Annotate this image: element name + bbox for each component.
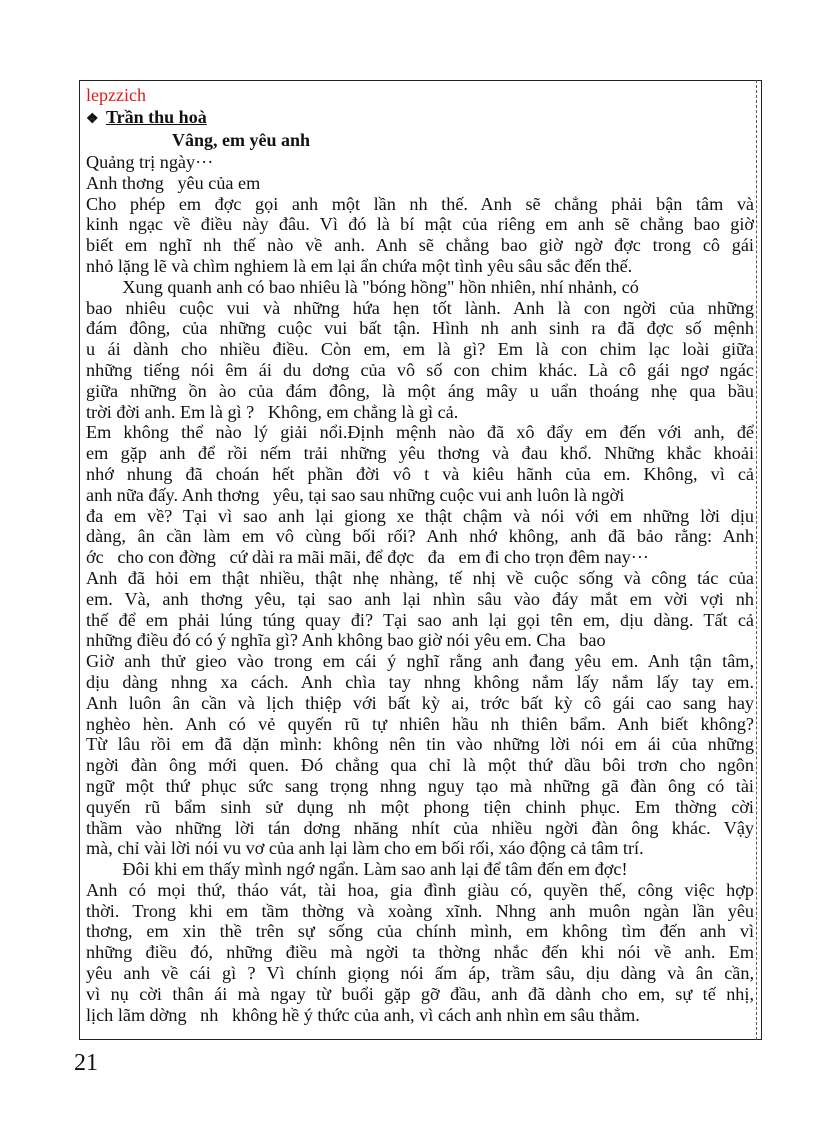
- body-text: [86, 152, 754, 1025]
- text-line: lịch lãm dờng nh không hề ý thức của anh, vì cách anh nhìn em sâu thẳm.: [86, 1004, 640, 1025]
- text-line: Anh có mọi thứ, tháo vát, tài hoa, gia đình giàu có, quyền thế, công việc hợp: [86, 879, 754, 900]
- text-line: đám đông, của những cuộc vui bất tận. Hình nh anh sinh ra đã đợc số mệnh: [86, 318, 754, 339]
- diamond-bullet-icon: ❖: [86, 112, 99, 127]
- text-line: đa em về? Tại vì sao anh lại giong xe thật chậm và nói với em những lời dịu: [86, 505, 754, 526]
- text-line: Quảng trị ngày···: [86, 152, 214, 172]
- text-line: em gặp anh để rồi nếm trải những yêu thơng và đau khổ. Những khắc khoải: [86, 443, 754, 464]
- text-line: kinh ngạc về điều này đâu. Vì đó là bí mật của riêng em anh sẽ chẳng bao giờ: [86, 214, 754, 235]
- text-line: quyến rũ bẩm sinh sử dụng nh một phong tiện chinh phục. Em thờng cời: [86, 796, 754, 817]
- text-line: nhớ nhung đã choán hết phần đời vô t và kiêu hãnh của em. Không, vì cả: [86, 463, 754, 484]
- text-line: Anh luôn ân cần và lịch thiệp với bất kỳ ai, trớc bất kỳ cô gái cao sang hay: [86, 692, 754, 713]
- page-number: 21: [74, 1050, 98, 1076]
- author-line: [86, 106, 754, 128]
- page-border-inner-line: [756, 80, 758, 1040]
- text-line: thầm vào những lời tán dơng nhăng nhít của nhiều ngời đàn ông khác. Vậy: [86, 817, 754, 838]
- text-line: dàng, ân cần làm em vô cùng bối rối? Anh nhớ không, anh đã bảo rằng: Anh: [86, 526, 754, 547]
- document-content: [86, 84, 754, 1025]
- document-tag: lepzzich: [86, 85, 146, 105]
- document-title: Vâng, em yêu anh: [172, 130, 311, 150]
- text-line: anh nữa đấy. Anh thơng yêu, tại sao sau những cuộc vui anh luôn là ngời: [86, 484, 625, 505]
- text-line: trời đời anh. Em là gì ? Không, em chẳng là gì cả.: [86, 401, 459, 422]
- text-line: mà, chỉ vài lời nói vu vơ của anh lại làm cho em bối rối, xáo động cả tâm trí.: [86, 838, 644, 859]
- text-line: Em không thể nào lý giải nổi.Định mệnh nào đã xô đẩy em đến với anh, để: [86, 422, 754, 443]
- text-line: vì nụ cời thân ái mà ngay từ buổi gặp gỡ đầu, anh đã dành cho em, sự tế nhị,: [86, 983, 754, 1004]
- text-line: yêu anh về cái gì ? Vì chính giọng nói ấm áp, trầm sâu, dịu dàng và ân cần,: [86, 963, 754, 984]
- text-line: Đôi khi em thấy mình ngớ ngẩn. Làm sao anh lại để tâm đến em đợc!: [86, 859, 628, 880]
- text-line: những điều đó có ý nghĩa gì? Anh không bao giờ nói yêu em. Cha bao: [86, 630, 606, 651]
- text-line: thế để em phải lúng túng quay đi? Tại sao anh lại gọi tên em, dịu dàng. Tất cả: [86, 609, 754, 630]
- text-line: giữa những ồn ào của đám đông, là một áng mây u uẩn thoáng nhẹ qua bầu: [86, 380, 754, 401]
- text-line: Anh thơng yêu của em: [86, 172, 261, 193]
- author-name: Trần thu hoà: [106, 107, 207, 127]
- text-line: ớc cho con đờng cứ dài ra mãi mãi, để đợc đa em đi cho trọn đêm nay···: [86, 547, 649, 568]
- text-line: Cho phép em đợc gọi anh một lần nh thế. Anh sẽ chẳng phải bận tâm và: [86, 193, 754, 214]
- text-line: dịu dàng nhng xa cách. Anh chìa tay nhng không nắm lấy nắm lấy tay em.: [86, 671, 754, 692]
- text-line: ngời đàn ông mới quen. Đó chẳng qua chỉ là một thứ dầu bôi trơn cho ngôn: [86, 755, 754, 776]
- text-line: Xung quanh anh có bao nhiêu là "bóng hồng" hồn nhiên, nhí nhảnh, có: [86, 276, 639, 297]
- text-line: Anh đã hỏi em thật nhiều, thật nhẹ nhàng, tế nhị về cuộc sống và công tác của: [86, 567, 754, 588]
- text-line: nghèo hèn. Anh có vẻ quyến rũ tự nhiên hầu nh thiên bẩm. Anh biết không?: [86, 713, 754, 734]
- text-line: những điều đó, những điều mà ngời ta thờng nhắc đến khi nói về anh. Em: [86, 942, 754, 963]
- text-line: Giờ anh thử gieo vào trong em cái ý nghĩ rằng anh đang yêu em. Anh tận tâm,: [86, 651, 754, 672]
- text-line: ngữ một thứ phục sức sang trọng nhng nguy tạo mà những gã đàn ông có tài: [86, 775, 754, 796]
- text-line: thời. Trong khi em tầm thờng và xoàng xĩnh. Nhng anh muôn ngàn lần yêu: [86, 900, 754, 921]
- text-line: em. Và, anh thơng yêu, tại sao anh lại nhìn sâu vào đáy mắt em vời vợi nh: [86, 588, 754, 609]
- text-line: thơng, em xin thề trên sự sống của chính mình, em không tìm đến anh vì: [86, 921, 754, 942]
- text-line: những tiếng nói êm ái du dơng của vô số con chim khác. Là cô gái ngơ ngác: [86, 359, 754, 380]
- text-line: bao nhiêu cuộc vui và những hứa hẹn tốt lành. Anh là con ngời của những: [86, 297, 754, 318]
- text-line: biết em nghĩ nh thế nào về anh. Anh sẽ chẳng bao giờ ngờ đợc trong cô gái: [86, 235, 754, 256]
- text-line: Từ lâu rồi em đã dặn mình: không nên tin vào những lời nói em ái của những: [86, 734, 754, 755]
- text-line: u ái dành cho nhiều điều. Còn em, em là gì? Em là con chim lạc loài giữa: [86, 339, 754, 360]
- text-line: nhỏ lặng lẽ và chìm nghiem là em lại ẩn chứa một tình yêu sâu sắc đến thế.: [86, 255, 633, 276]
